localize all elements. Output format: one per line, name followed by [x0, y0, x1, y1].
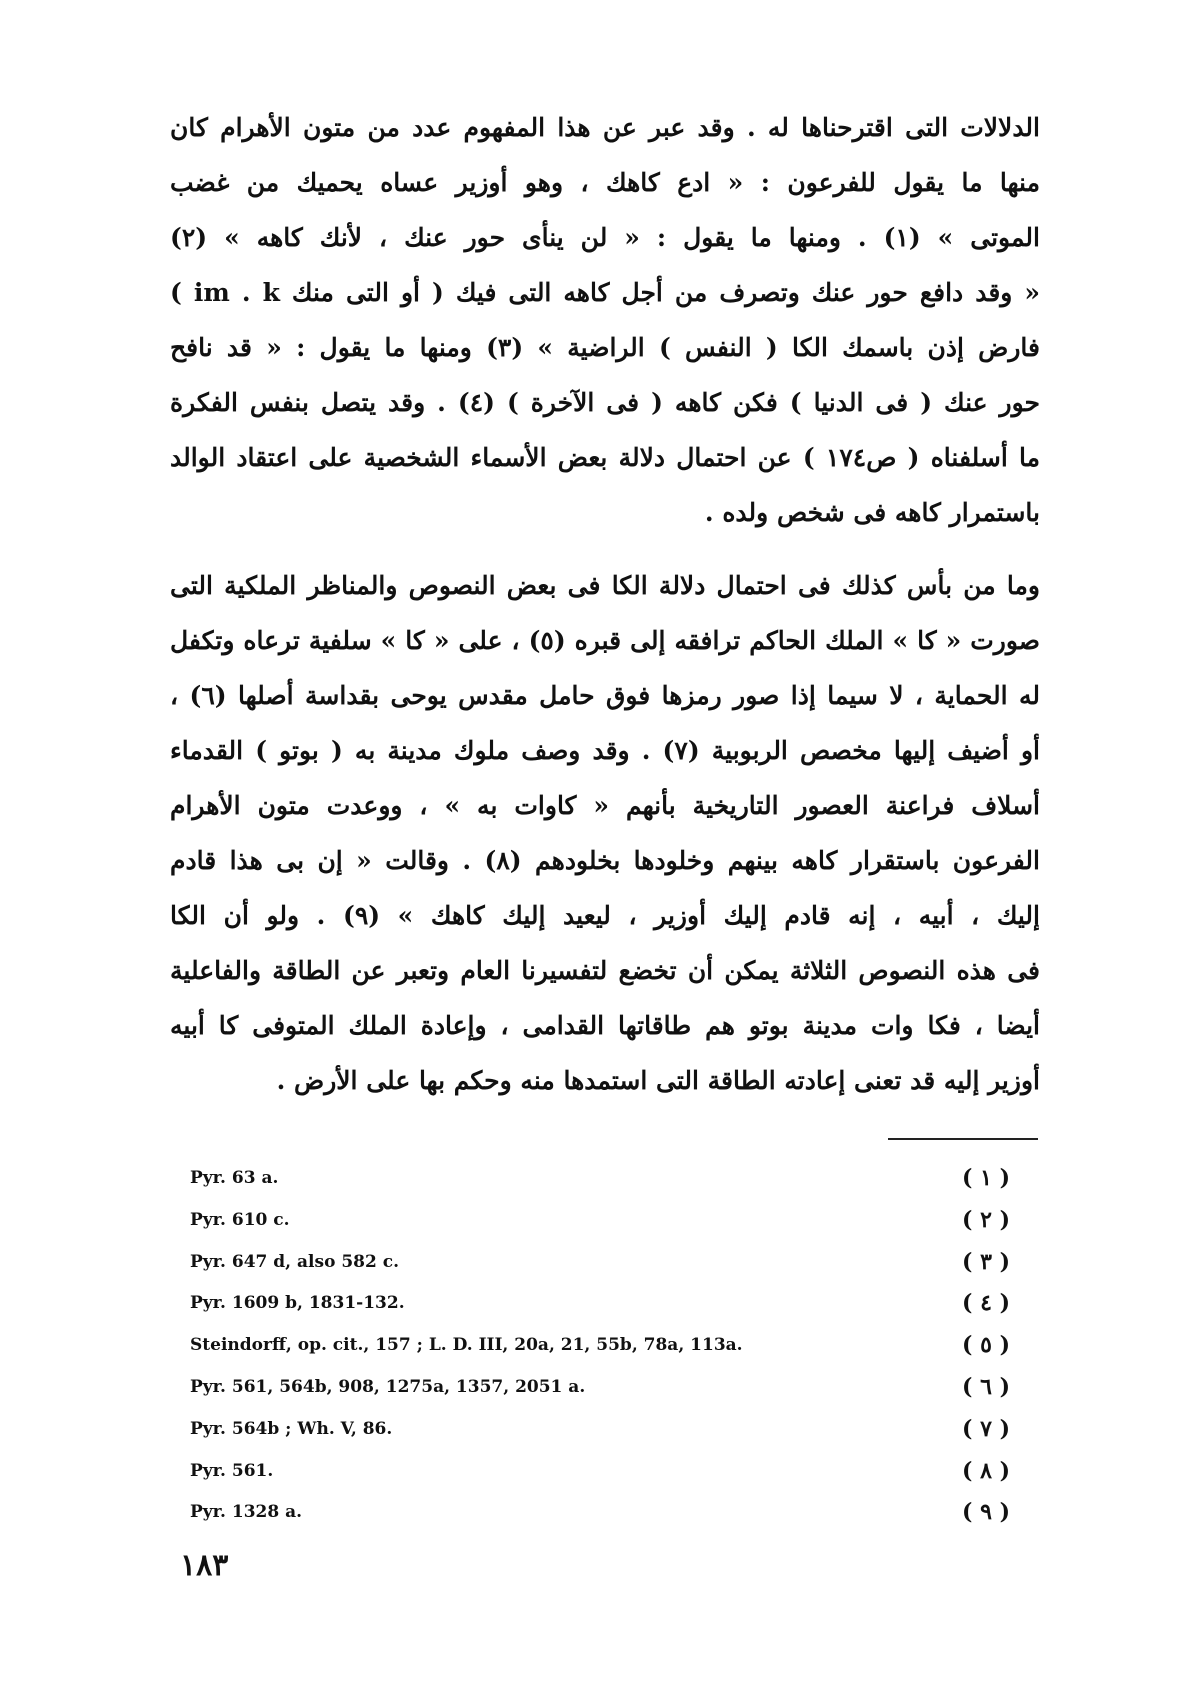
text-line: باستمرار كاهه فى شخص ولده . [704, 498, 1040, 527]
footnote-item [180, 1242, 1010, 1284]
text-line: إليك ، أبيه ، إنه قادم إليك أوزير ، ليعيد إليك كاهك » (٩) . ولو أن الكا [170, 901, 1040, 930]
text-line: أسلاف فراعنة العصور التاريخية بأنهم « كاوات به » ، ووعدت متون الأهرام [170, 791, 1040, 820]
footnote-number: ( ٨ ) [962, 1457, 1010, 1484]
text-line: حور عنك ( فى الدنيا ) فكن كاهه ( فى الآخرة ) (٤) . وقد يتصل بنفس الفكرة [170, 388, 1040, 417]
footnote-reference: Pyr. 610 c. [190, 1209, 290, 1230]
page-number: ١٨٣ [180, 1548, 229, 1583]
footnote-number: ( ٩ ) [962, 1499, 1010, 1526]
paragraph-1 [170, 100, 1040, 540]
footnote-reference: Pyr. 1328 a. [190, 1502, 303, 1523]
text-line: الفرعون باستقرار كاهه بينهم وخلودها بخلودهم (٨) . وقالت « إن بى هذا قادم [170, 846, 1041, 875]
footnote-item [180, 1409, 1010, 1451]
text-line: فى هذه النصوص الثلاثة يمكن أن تخضع لتفسيرنا العام وتعبر عن الطاقة والفاعلية [170, 956, 1040, 985]
footnote-reference: Pyr. 564b ; Wh. V, 86. [190, 1418, 393, 1439]
text-line: منها ما يقول للفرعون : « ادع كاهك ، وهو أوزير عساه يحميك من غضب [170, 168, 1040, 197]
footnote-reference: Pyr. 561. [190, 1460, 274, 1481]
text-line: الموتى » (١) . ومنها ما يقول : « لن ينأى حور عنك ، لأنك كاهه » (٢) [170, 223, 1040, 252]
footnote-reference: Steindorff, op. cit., 157 ; L. D. III, 20a, 21, 55b, 78a, 113a. [190, 1335, 743, 1356]
footnote-item [180, 1451, 1010, 1493]
footnote-number: ( ٦ ) [962, 1373, 1010, 1400]
footnote-item [180, 1367, 1010, 1409]
footnote-item [180, 1200, 1010, 1242]
footnote-number: ( ٣ ) [962, 1248, 1010, 1275]
footnote-item [180, 1325, 1010, 1367]
text-line: وما من بأس كذلك فى احتمال دلالة الكا فى بعض النصوص والمناظر الملكية التى [170, 571, 1040, 600]
paragraph-2 [170, 558, 1040, 1108]
footnote-number: ( ٤ ) [962, 1290, 1010, 1317]
text-line: أوزير إليه قد تعنى إعادته الطاقة التى استمدها منه وحكم بها على الأرض . [276, 1066, 1040, 1095]
footnote-reference: Pyr. 561, 564b, 908, 1275a, 1357, 2051 a. [190, 1376, 586, 1397]
text-line: الدلالات التى اقترحناها له . وقد عبر عن هذا المفهوم عدد من متون الأهرام كان [170, 113, 1040, 142]
text-line: فارض إذن باسمك الكا ( النفس ) الراضية » (٣) ومنها ما يقول : « قد نافح [170, 333, 1040, 362]
footnotes [180, 1158, 1010, 1534]
text-line: له الحماية ، لا سيما إذا صور رمزها فوق حامل مقدس يوحى بقداسة أصلها (٦) ، [170, 681, 1040, 710]
footnote-item [180, 1283, 1010, 1325]
footnote-separator [888, 1138, 1038, 1140]
footnote-number: ( ٢ ) [962, 1206, 1010, 1233]
footnote-item [180, 1492, 1010, 1534]
footnote-reference: Pyr. 63 a. [190, 1168, 279, 1188]
footnote-number: ( ٧ ) [962, 1415, 1010, 1442]
text-line: أيضا ، فكا وات مدينة بوتو هم طاقاتها القدامى ، وإعادة الملك المتوفى كا أبيه [170, 1011, 1040, 1040]
footnote-reference: Pyr. 1609 b, 1831-132. [190, 1293, 405, 1314]
text-line: صورت « كا » الملك الحاكم ترافقه إلى قبره (٥) ، على « كا » سلفية ترعاه وتكفل [170, 626, 1040, 655]
footnote-number: ( ٥ ) [962, 1332, 1010, 1359]
text-line: أو أضيف إليها مخصص الربوبية (٧) . وقد وصف ملوك مدينة به ( بوتو ) القدماء [170, 736, 1040, 765]
footnote-item [180, 1158, 1010, 1200]
footnote-number: ( ١ ) [962, 1165, 1010, 1191]
footnote-reference: Pyr. 647 d, also 582 c. [190, 1251, 399, 1272]
text-line: ما أسلفناه ( ص١٧٤ ) عن احتمال دلالة بعض الأسماء الشخصية على اعتقاد الوالد [170, 443, 1041, 472]
text-line: « وقد دافع حور عنك وتصرف من أجل كاهه التى فيك ( أو التى منك im . k ) [170, 278, 1040, 307]
